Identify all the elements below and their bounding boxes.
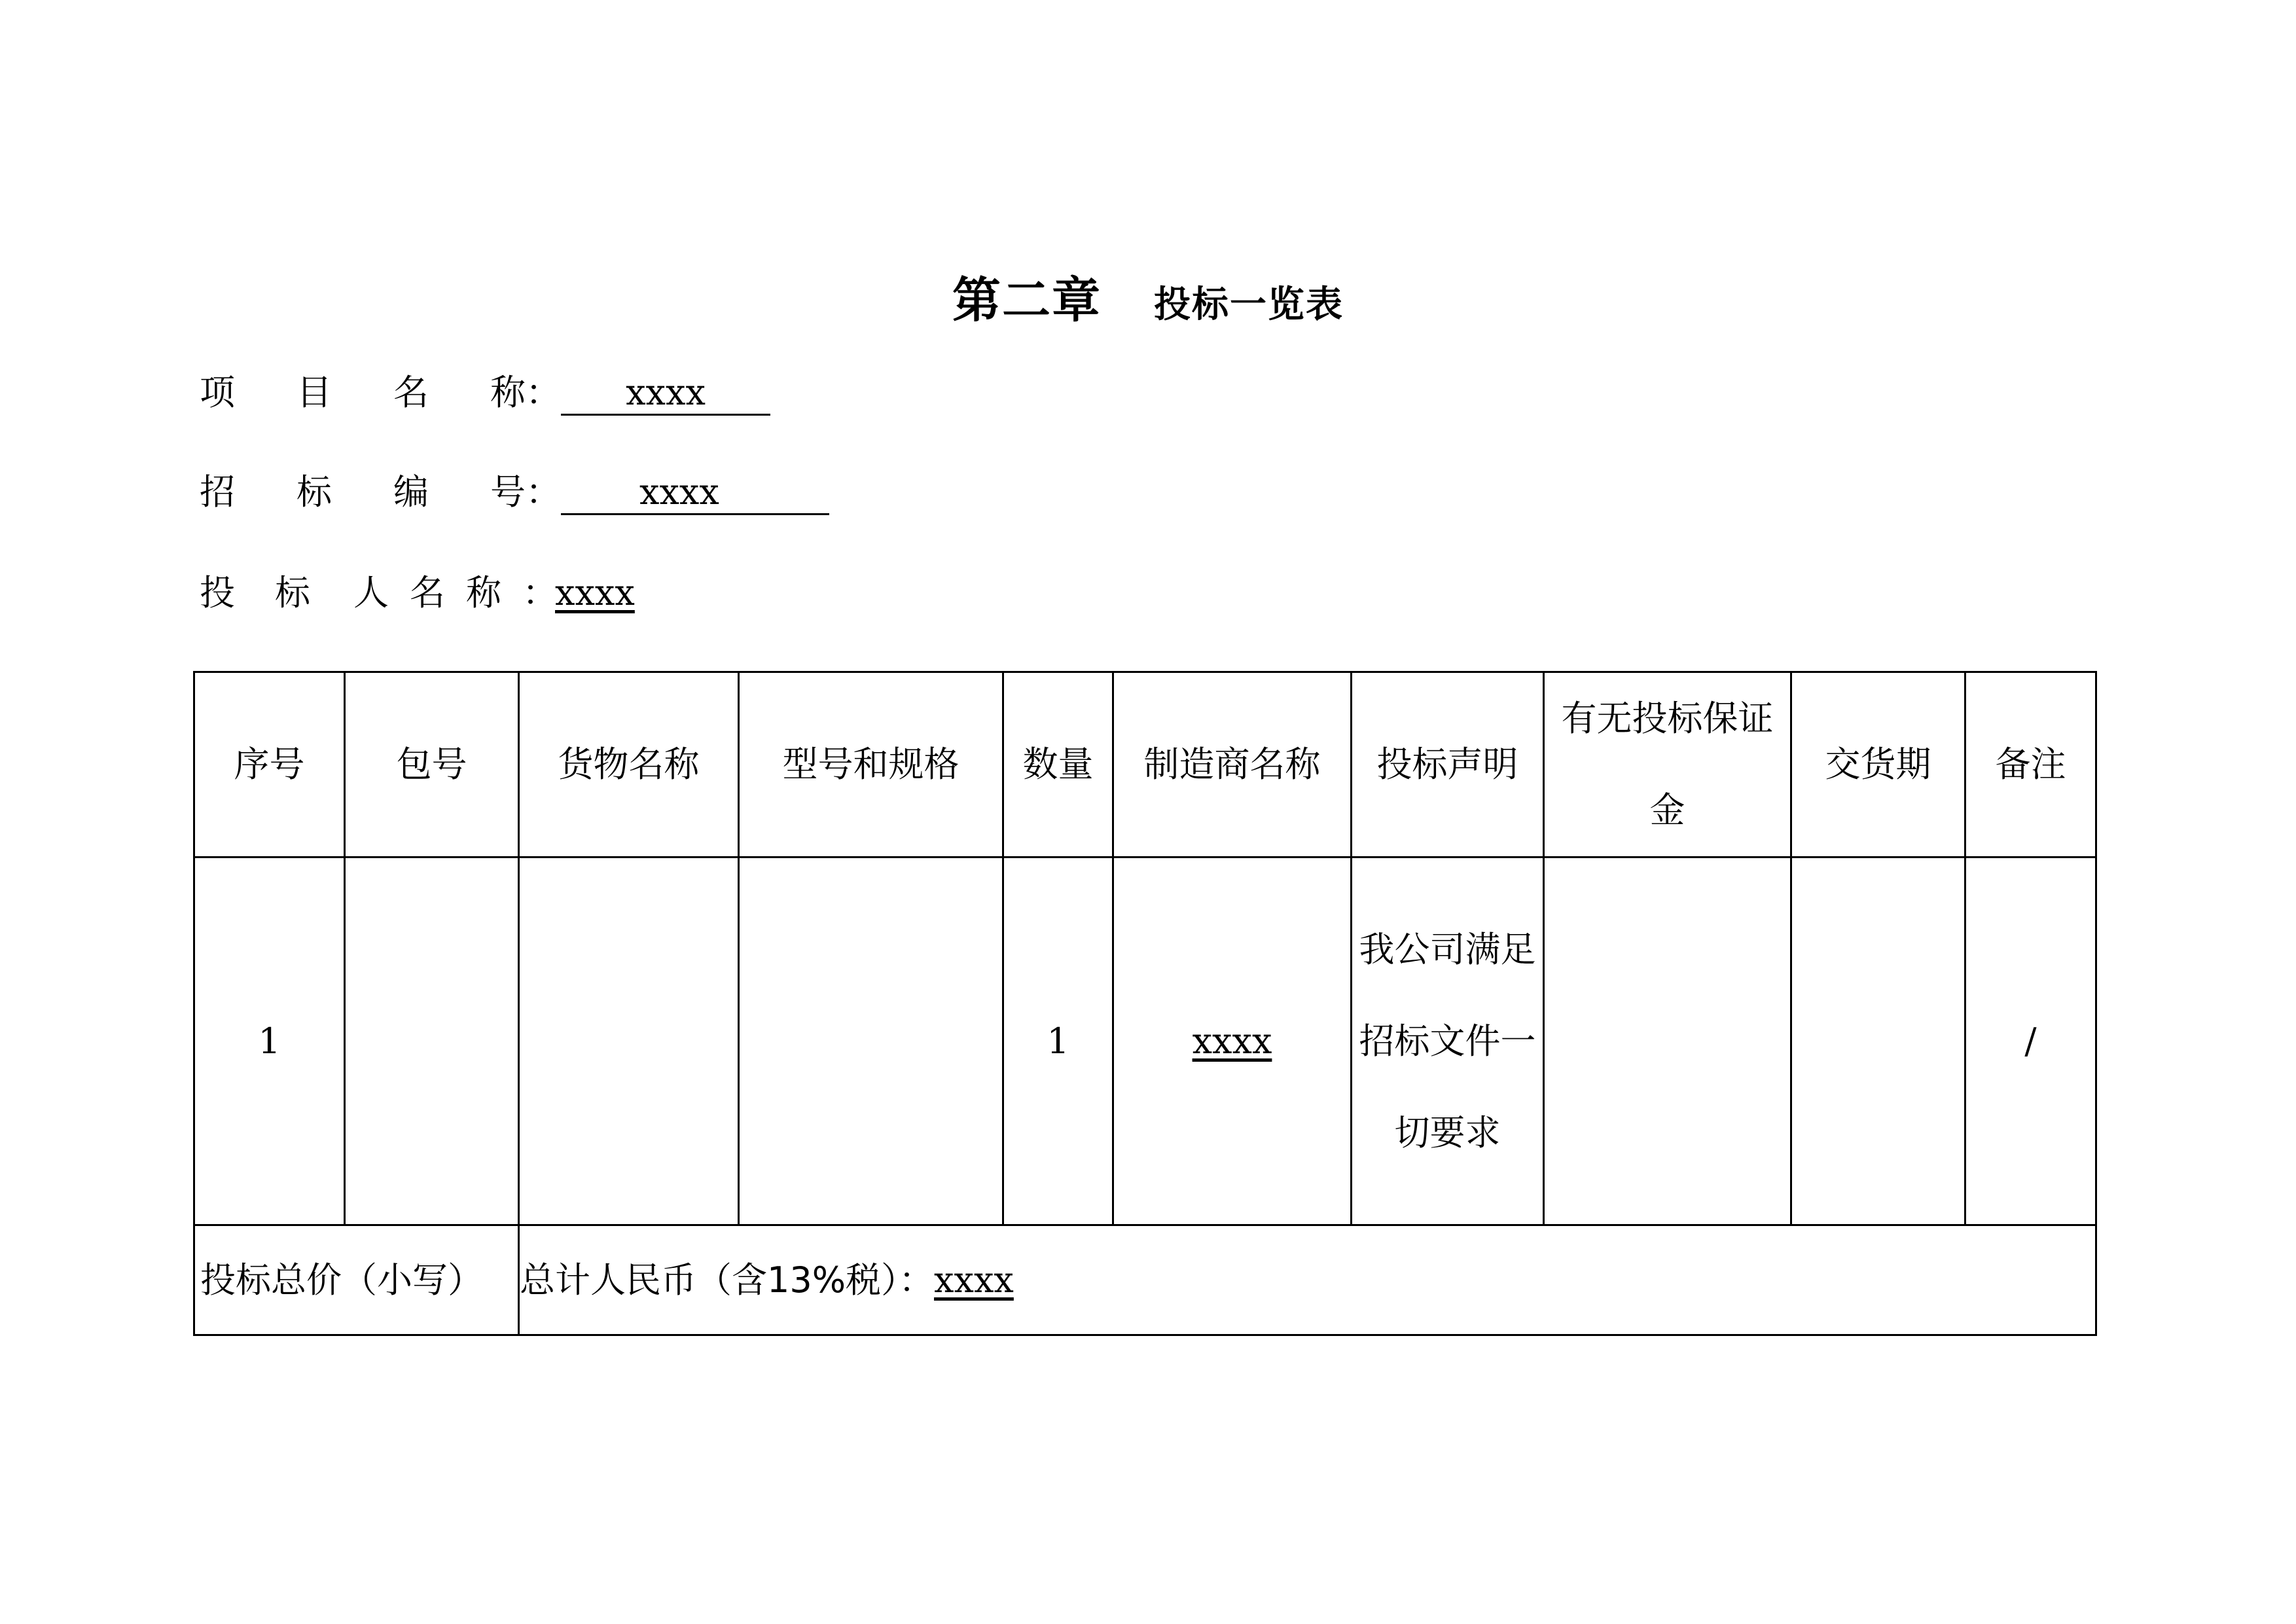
table-header-row [194, 672, 2096, 857]
header-goods-name: 货物名称 [519, 672, 739, 857]
header-package: 包号 [345, 672, 519, 857]
cell-delivery [1791, 857, 1965, 1225]
header-index: 序号 [194, 672, 345, 857]
cell-index: 1 [194, 857, 345, 1225]
header-manufacturer: 制造商名称 [1113, 672, 1352, 857]
cell-manufacturer: xxxx [1113, 857, 1352, 1225]
header-remark: 备注 [1965, 672, 2096, 857]
total-label: 投标总价（小写） [194, 1225, 519, 1335]
cell-statement: 我公司满足招标文件一切要求 [1352, 857, 1544, 1225]
field-project-name [200, 367, 770, 419]
field-bidder-name [200, 567, 635, 619]
field-label: 招 标 编 号： [200, 471, 561, 513]
field-label: 项 目 名 称： [200, 372, 561, 413]
header-model-spec: 型号和规格 [739, 672, 1003, 857]
cell-quantity: 1 [1003, 857, 1113, 1225]
field-tender-number [200, 466, 829, 518]
bid-summary-table [193, 671, 2097, 1336]
table-row [194, 857, 2096, 1225]
total-value: xxxx [934, 1259, 1014, 1301]
total-prefix: 总计人民币（含13%税）： [520, 1259, 935, 1301]
chapter-subtitle: 投标一览表 [1154, 283, 1344, 326]
project-name-value: xxxx [561, 372, 770, 416]
chapter-title: 第二章 [952, 272, 1102, 329]
cell-model-spec [739, 857, 1003, 1225]
total-value-cell [519, 1225, 2096, 1335]
header-deposit: 有无投标保证金 [1544, 672, 1791, 857]
field-label: 投 标 人 名 称 ： [200, 572, 558, 613]
cell-deposit [1544, 857, 1791, 1225]
header-quantity: 数量 [1003, 672, 1113, 857]
total-row [194, 1225, 2096, 1335]
page-title [0, 262, 2296, 331]
tender-number-value: xxxx [561, 471, 829, 515]
cell-goods-name [519, 857, 739, 1225]
cell-remark: / [1965, 857, 2096, 1225]
header-statement: 投标声明 [1352, 672, 1544, 857]
cell-package [345, 857, 519, 1225]
header-delivery: 交货期 [1791, 672, 1965, 857]
bidder-name-value: xxxx [555, 572, 635, 613]
